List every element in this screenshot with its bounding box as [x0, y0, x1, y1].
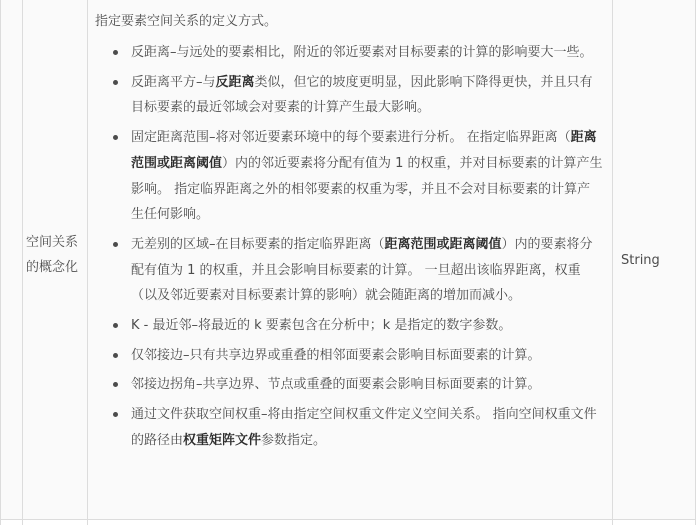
description-cell [95, 11, 605, 458]
data-type-cell: String [621, 253, 660, 268]
list-item: 邻接边拐角–共享边界、节点或重叠的面要素会影响目标面要素的计算。 [131, 372, 605, 398]
parameter-name-cell: 空间关系的概念化 [26, 235, 79, 275]
list-item: 无差别的区域–在目标要素的指定临界距离（距离范围或距离阈值）内的要素将分配有值为 1 的权重，并且会影响目标要素的计算。 一旦超出该临界距离，权重（以及邻近要素对目标要素计算的影响）就会随距离的增加而减小。 [131, 232, 605, 309]
list-item: 反距离–与远处的要素相比，附近的邻近要素对目标要素的计算的影响要大一些。 [131, 40, 605, 66]
column-divider [22, 0, 23, 525]
row-divider [0, 519, 696, 520]
table-border-left [0, 0, 1, 525]
description-intro: 指定要素空间关系的定义方式。 [95, 14, 278, 29]
list-item: 反距离平方–与反距离类似，但它的坡度更明显，因此影响下降得更快，并且只有目标要素的最近邻域会对要素的计算产生最大影响。 [131, 70, 605, 121]
column-divider [612, 0, 613, 525]
list-item: 通过文件获取空间权重–将由指定空间权重文件定义空间关系。 指向空间权重文件的路径由权重矩阵文件参数指定。 [131, 402, 605, 453]
list-item: 固定距离范围–将对邻近要素环境中的每个要素进行分析。 在指定临界距离（距离范围或距离阈值）内的邻近要素将分配有值为 1 的权重，并对目标要素的计算产生影响。 指定临界距离之外的相邻要素的权重为零，并且不会对目标要素的计算产生任何影响。 [131, 125, 605, 228]
list-item: K - 最近邻–将最近的 k 要素包含在分析中；k 是指定的数字参数。 [131, 313, 605, 339]
column-divider [87, 0, 88, 525]
option-list [95, 40, 605, 454]
list-item: 仅邻接边–只有共享边界或重叠的相邻面要素会影响目标面要素的计算。 [131, 343, 605, 369]
